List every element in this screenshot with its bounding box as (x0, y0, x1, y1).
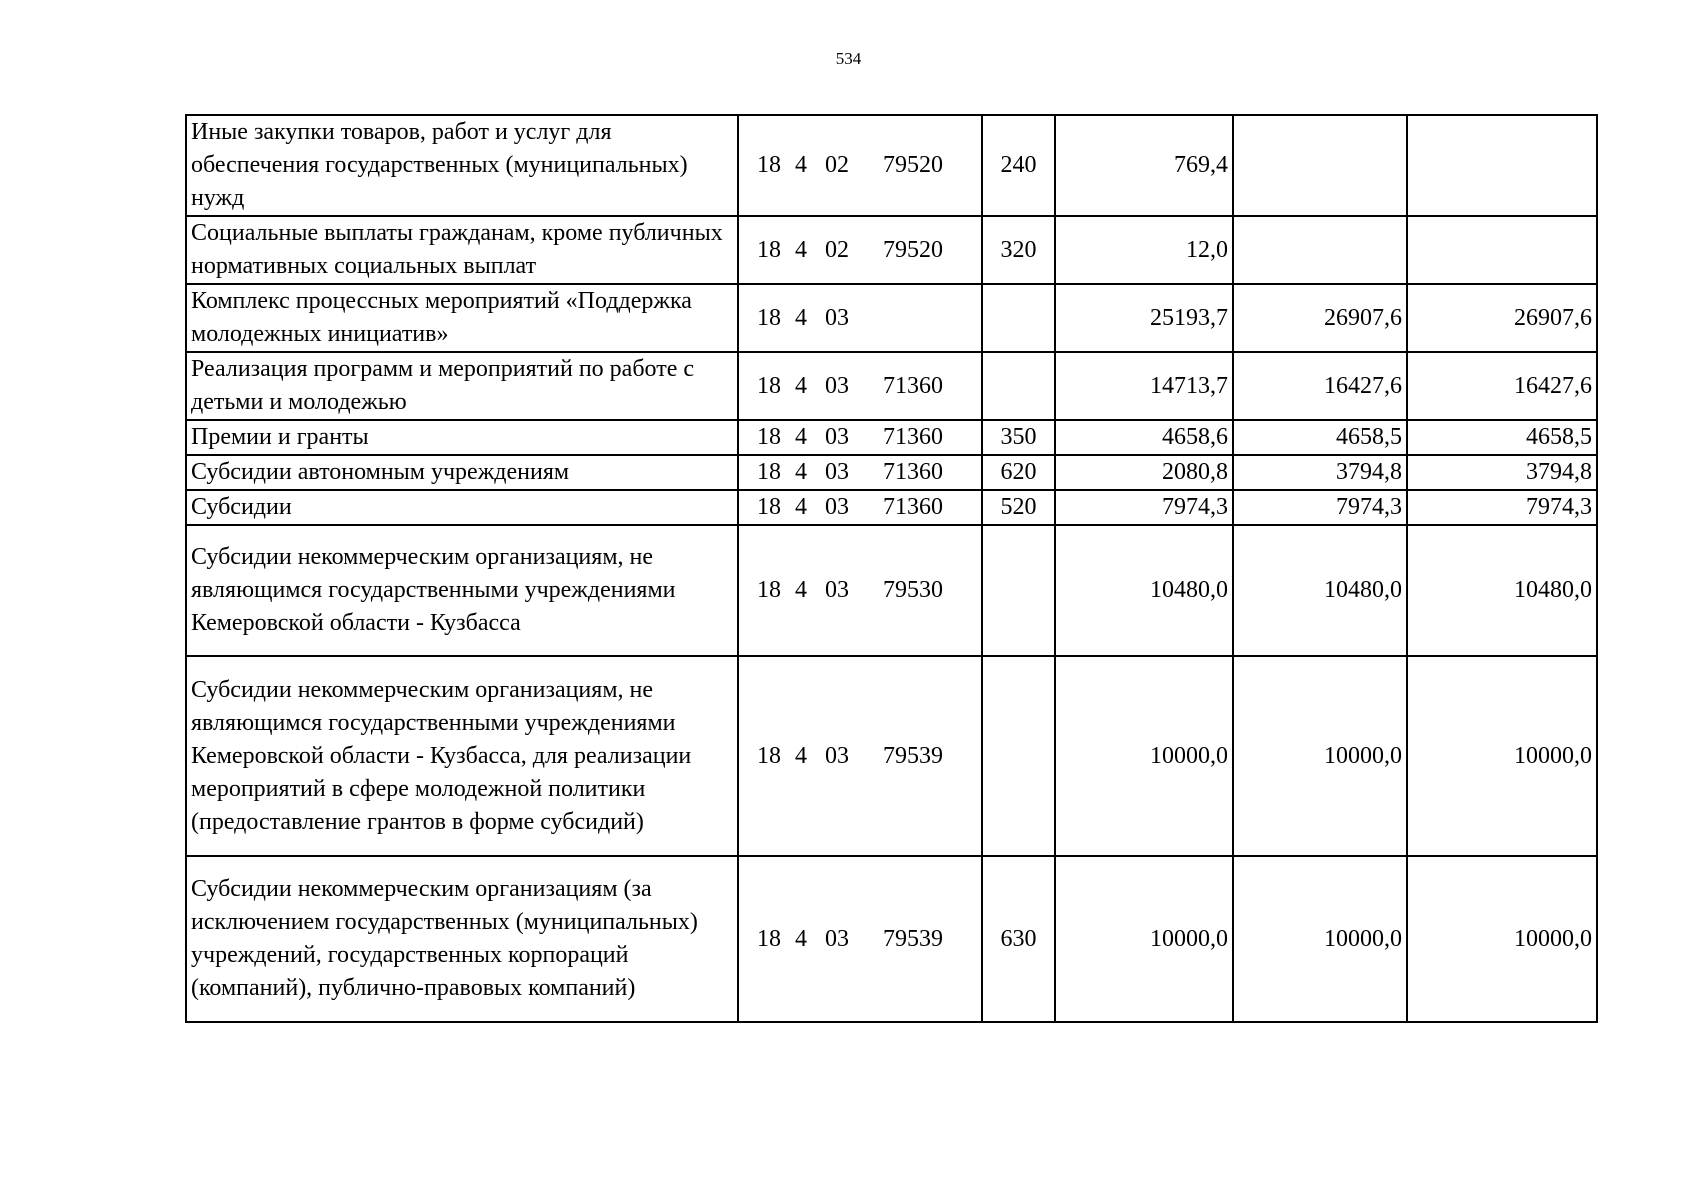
amount-year-3 (1407, 115, 1597, 216)
code-program: 18 (757, 372, 781, 399)
code-sub: 03 (825, 494, 849, 520)
code-type: 4 (795, 577, 807, 603)
amount-year-3: 10480,0 (1407, 525, 1597, 656)
row-name: Реализация программ и мероприятий по работе с детьми и молодежью (186, 352, 738, 420)
amount-year-1: 10000,0 (1055, 856, 1233, 1022)
code-program: 18 (757, 304, 781, 331)
table-row (186, 525, 1597, 656)
table-row (186, 455, 1597, 490)
code-program: 18 (757, 459, 781, 485)
code-sub: 03 (825, 372, 849, 399)
code-type: 4 (795, 742, 807, 769)
code-direction: 79520 (883, 236, 943, 263)
code-program: 18 (757, 152, 781, 178)
code-program: 18 (757, 742, 781, 769)
code-sub: 03 (825, 577, 849, 603)
expense-type-code: 630 (982, 856, 1055, 1022)
code-program: 18 (757, 494, 781, 520)
code-direction: 71360 (883, 494, 943, 520)
amount-year-3: 4658,5 (1407, 420, 1597, 455)
expense-type-code: 620 (982, 455, 1055, 490)
row-codes (738, 284, 982, 352)
budget-table (185, 114, 1598, 1023)
amount-year-2: 10000,0 (1233, 656, 1407, 856)
row-codes (738, 352, 982, 420)
amount-year-1: 12,0 (1055, 216, 1233, 284)
code-direction: 71360 (883, 372, 943, 399)
table-row (186, 656, 1597, 856)
table-row (186, 856, 1597, 1022)
code-sub: 03 (825, 459, 849, 485)
amount-year-3: 16427,6 (1407, 352, 1597, 420)
expense-type-code: 350 (982, 420, 1055, 455)
amount-year-2: 10480,0 (1233, 525, 1407, 656)
row-name: Премии и гранты (186, 420, 738, 455)
amount-year-1: 10480,0 (1055, 525, 1233, 656)
amount-year-1: 25193,7 (1055, 284, 1233, 352)
amount-year-3: 7974,3 (1407, 490, 1597, 525)
row-codes (738, 525, 982, 656)
amount-year-2: 16427,6 (1233, 352, 1407, 420)
amount-year-2: 10000,0 (1233, 856, 1407, 1022)
row-name: Субсидии автономным учреждениям (186, 455, 738, 490)
code-type: 4 (795, 372, 807, 399)
expense-type-code (982, 352, 1055, 420)
amount-year-1: 14713,7 (1055, 352, 1233, 420)
code-program: 18 (757, 577, 781, 603)
code-program: 18 (757, 925, 781, 952)
row-codes (738, 115, 982, 216)
expense-type-code: 240 (982, 115, 1055, 216)
table-row (186, 490, 1597, 525)
code-sub: 02 (825, 236, 849, 263)
code-type: 4 (795, 304, 807, 331)
amount-year-1: 10000,0 (1055, 656, 1233, 856)
table-row (186, 352, 1597, 420)
row-codes (738, 490, 982, 525)
amount-year-1: 769,4 (1055, 115, 1233, 216)
row-name: Субсидии (186, 490, 738, 525)
amount-year-1: 2080,8 (1055, 455, 1233, 490)
row-name: Иные закупки товаров, работ и услуг для обеспечения государственных (муниципальных) нужд (186, 115, 738, 216)
code-sub: 03 (825, 424, 849, 450)
code-sub: 03 (825, 925, 849, 952)
table-row (186, 115, 1597, 216)
row-name: Комплекс процессных мероприятий «Поддержка молодежных инициатив» (186, 284, 738, 352)
code-direction: 79520 (883, 152, 943, 178)
code-type: 4 (795, 494, 807, 520)
row-codes (738, 656, 982, 856)
code-direction: 79539 (883, 925, 943, 952)
amount-year-3 (1407, 216, 1597, 284)
row-codes (738, 216, 982, 284)
code-program: 18 (757, 424, 781, 450)
row-name: Субсидии некоммерческим организациям, не являющимся государственными учреждениями Кемеровской области - Кузбасса (186, 525, 738, 656)
expense-type-code (982, 284, 1055, 352)
row-name: Субсидии некоммерческим организациям, не являющимся государственными учреждениями Кемеровской области - Кузбасса, для реализации мероприятий в сфере молодежной политики (предоставление грантов в форме субсидий) (186, 656, 738, 856)
amount-year-3: 10000,0 (1407, 856, 1597, 1022)
code-sub: 02 (825, 152, 849, 178)
code-direction: 71360 (883, 424, 943, 450)
amount-year-2: 4658,5 (1233, 420, 1407, 455)
expense-type-code (982, 656, 1055, 856)
code-type: 4 (795, 459, 807, 485)
code-sub: 03 (825, 304, 849, 331)
amount-year-2: 3794,8 (1233, 455, 1407, 490)
row-codes (738, 420, 982, 455)
expense-type-code: 520 (982, 490, 1055, 525)
expense-type-code: 320 (982, 216, 1055, 284)
code-direction: 71360 (883, 459, 943, 485)
code-direction: 79530 (883, 577, 943, 603)
code-type: 4 (795, 424, 807, 450)
amount-year-1: 4658,6 (1055, 420, 1233, 455)
amount-year-3: 26907,6 (1407, 284, 1597, 352)
table-row (186, 216, 1597, 284)
code-type: 4 (795, 152, 807, 178)
row-codes (738, 856, 982, 1022)
amount-year-2: 26907,6 (1233, 284, 1407, 352)
row-codes (738, 455, 982, 490)
row-name: Субсидии некоммерческим организациям (за исключением государственных (муниципальных) учреждений, государственных корпораций (компаний), публично-правовых компаний) (186, 856, 738, 1022)
amount-year-3: 3794,8 (1407, 455, 1597, 490)
code-direction: 79539 (883, 742, 943, 769)
code-type: 4 (795, 236, 807, 263)
code-type: 4 (795, 925, 807, 952)
expense-type-code (982, 525, 1055, 656)
amount-year-3: 10000,0 (1407, 656, 1597, 856)
table-row (186, 284, 1597, 352)
table-row (186, 420, 1597, 455)
amount-year-2: 7974,3 (1233, 490, 1407, 525)
code-sub: 03 (825, 742, 849, 769)
page-number: 534 (835, 49, 862, 68)
amount-year-2 (1233, 216, 1407, 284)
row-name: Социальные выплаты гражданам, кроме публичных нормативных социальных выплат (186, 216, 738, 284)
amount-year-2 (1233, 115, 1407, 216)
code-program: 18 (757, 236, 781, 263)
amount-year-1: 7974,3 (1055, 490, 1233, 525)
